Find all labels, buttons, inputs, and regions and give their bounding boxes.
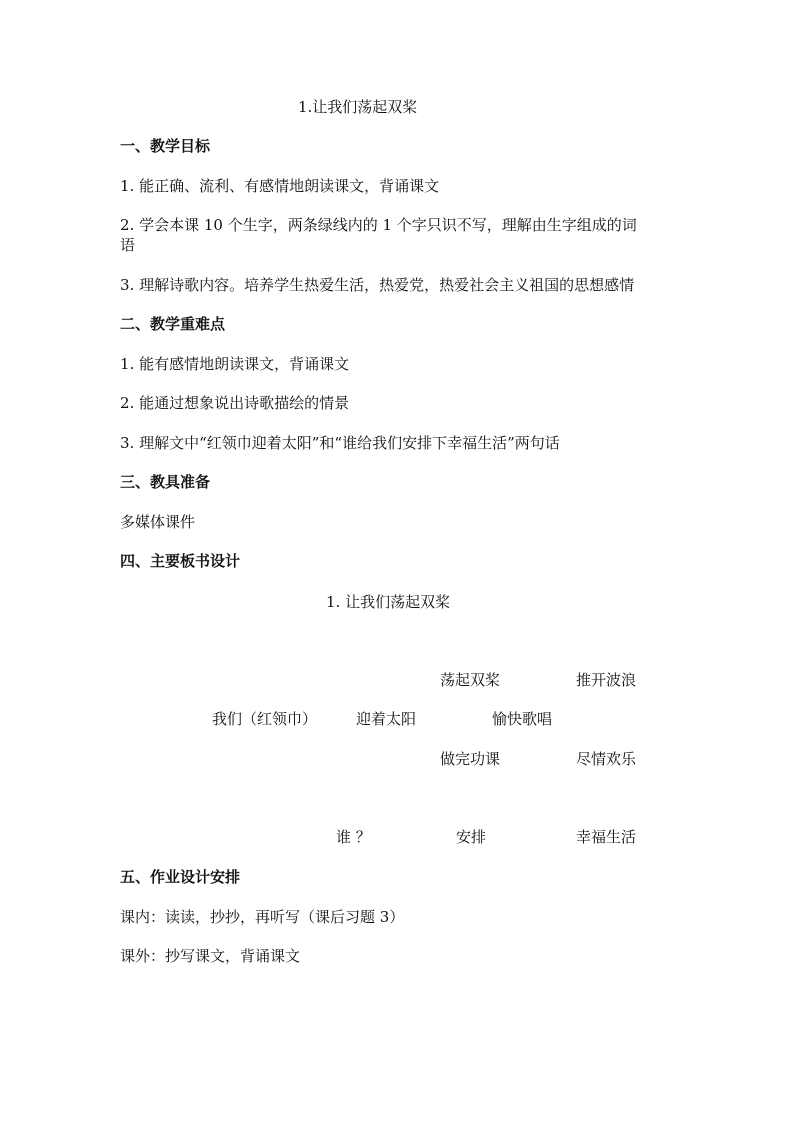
list-item: 2. 学会本课 10 个生字，两条绿线内的 1 个字只识不写，理解由生字组成的词 (120, 216, 637, 234)
board-phrase: 我们（红领巾） (212, 710, 318, 728)
board-phrase: 安排 (456, 828, 487, 846)
board-title: 1. 让我们荡起双桨 (326, 593, 451, 611)
list-item: 1. 能有感情地朗读课文，背诵课文 (120, 355, 350, 373)
list-item: 3. 理解诗歌内容。培养学生热爱生活，热爱党，热爱社会主义祖国的思想感情 (120, 276, 635, 294)
list-item: 课内：读读，抄抄，再听写（课后习题 3） (120, 908, 405, 926)
board-phrase: 推开波浪 (576, 671, 637, 689)
board-phrase: 谁 ？ (336, 828, 371, 846)
section-heading-4: 四、主要板书设计 (120, 552, 241, 570)
board-phrase: 做完功课 (440, 750, 501, 768)
board-phrase: 荡起双桨 (440, 671, 501, 689)
list-item: 3. 理解文中“红领巾迎着太阳”和“谁给我们安排下幸福生活”两句话 (120, 434, 560, 452)
list-item: 2. 能通过想象说出诗歌描绘的情景 (120, 394, 350, 412)
board-phrase: 愉快歌唱 (492, 710, 553, 728)
board-phrase: 迎着太阳 (356, 710, 417, 728)
section-heading-3: 三、教具准备 (120, 473, 211, 491)
list-item: 课外：抄写课文，背诵课文 (120, 947, 301, 965)
list-item: 1. 能正确、流利、有感情地朗读课文，背诵课文 (120, 177, 440, 195)
list-item: 语 (120, 236, 136, 254)
board-phrase: 幸福生活 (576, 828, 637, 846)
board-phrase: 尽情欢乐 (576, 750, 637, 768)
section-heading-1: 一、教学目标 (120, 137, 211, 155)
page-title: 1.让我们荡起双桨 (298, 98, 418, 116)
section-heading-5: 五、作业设计安排 (120, 868, 241, 886)
list-item: 多媒体课件 (120, 513, 196, 531)
section-heading-2: 二、教学重难点 (120, 315, 226, 333)
